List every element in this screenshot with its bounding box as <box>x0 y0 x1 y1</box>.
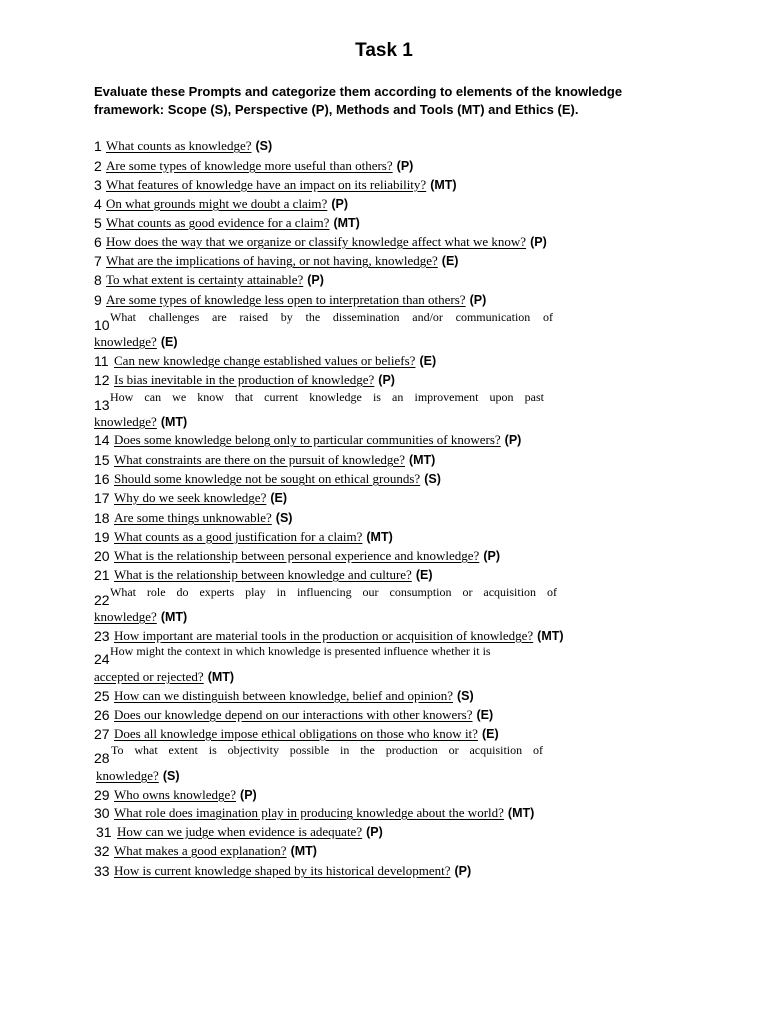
prompt-question: Is bias inevitable in the production of knowledge? (P) <box>114 372 395 387</box>
category-tag: (S) <box>275 511 293 525</box>
prompt-question: How is current knowledge shaped by its historical development? (P) <box>114 863 472 878</box>
prompt-question: Can new knowledge change established values or beliefs? (E) <box>114 353 437 368</box>
category-tag: (E) <box>415 568 433 582</box>
prompt-question: What role does imagination play in producing knowledge about the world? (MT) <box>114 805 535 820</box>
category-tag: (MT) <box>160 610 188 624</box>
instructions-line-2: framework: Scope (S), Perspective (P), Methods and Tools (MT) and Ethics (E). <box>94 102 579 117</box>
prompt-question-line-1: How might the context in which knowledge is presented influence whether it is <box>110 644 491 658</box>
prompt-question-line-1: What challenges are raised by the dissemination and/or communication of <box>110 310 553 324</box>
prompt-number: 26 <box>94 707 110 723</box>
prompt-question: What is the relationship between personal experience and knowledge? (P) <box>114 548 500 563</box>
prompt-number: 29 <box>94 787 110 803</box>
prompt-number: 4 <box>94 196 102 212</box>
prompt-question: How can we distinguish between knowledge, belief and opinion? (S) <box>114 688 474 703</box>
category-tag: (MT) <box>333 216 360 230</box>
prompt-question: How does the way that we organize or classify knowledge affect what we know? (P) <box>106 234 547 249</box>
category-tag: (P) <box>366 825 383 839</box>
category-tag: (MT) <box>160 415 188 429</box>
prompt-number: 9 <box>94 292 102 308</box>
prompt-question: Does some knowledge belong only to particular communities of knowers? (P) <box>114 432 522 447</box>
prompt-question: Are some types of knowledge less open to interpretation than others? (P) <box>106 292 487 307</box>
category-tag: (MT) <box>430 178 457 192</box>
prompt-question: What makes a good explanation? (MT) <box>114 843 317 858</box>
prompt-question-line-2: accepted or rejected? (MT) <box>94 669 235 684</box>
prompt-number: 10 <box>94 317 110 333</box>
prompt-number: 7 <box>94 253 102 269</box>
prompt-number: 20 <box>94 548 110 564</box>
prompt-question: Who owns knowledge? (P) <box>114 787 257 802</box>
category-tag: (P) <box>469 293 487 307</box>
category-tag: (S) <box>162 769 180 783</box>
prompt-question-line-2: knowledge? (MT) <box>94 414 188 429</box>
prompt-question: What features of knowledge have an impact on its reliability? (MT) <box>106 177 457 192</box>
prompt-question: How can we judge when evidence is adequate? (P) <box>117 824 383 839</box>
prompt-question: What are the implications of having, or not having, knowledge? (E) <box>106 253 459 268</box>
prompt-number: 17 <box>94 490 110 506</box>
category-tag: (P) <box>240 788 257 802</box>
prompt-question: Are some things unknowable? (S) <box>114 510 293 525</box>
prompt-number: 23 <box>94 628 110 644</box>
prompt-number: 22 <box>94 592 110 608</box>
prompt-question: Does all knowledge impose ethical obligations on those who know it? (E) <box>114 726 499 741</box>
category-tag: (S) <box>424 472 441 486</box>
category-tag: (E) <box>476 708 494 722</box>
category-tag: (P) <box>396 159 414 173</box>
prompt-number: 33 <box>94 863 110 879</box>
prompt-number: 8 <box>94 272 102 288</box>
prompt-number: 13 <box>94 397 110 413</box>
prompt-number: 19 <box>94 529 110 545</box>
prompt-question-line-1: What role do experts play in influencing our consumption or acquisition of <box>110 585 557 599</box>
category-tag: (MT) <box>366 530 393 544</box>
prompt-number: 16 <box>94 471 110 487</box>
prompt-question: How important are material tools in the production or acquisition of knowledge? (MT) <box>114 628 564 643</box>
prompt-question: Does our knowledge depend on our interactions with other knowers? (E) <box>114 707 494 722</box>
category-tag: (MT) <box>290 844 317 858</box>
prompt-question: What is the relationship between knowledge and culture? (E) <box>114 567 433 582</box>
prompt-number: 27 <box>94 726 110 742</box>
prompt-number: 1 <box>94 138 102 154</box>
prompt-number: 25 <box>94 688 110 704</box>
prompt-question: Why do we seek knowledge? (E) <box>114 490 288 505</box>
prompt-question-line-2: knowledge? (E) <box>94 334 178 349</box>
prompt-question: To what extent is certainty attainable? (P) <box>106 272 324 287</box>
prompt-question-line-1: How can we know that current knowledge is an improvement upon past <box>110 390 544 404</box>
prompt-question: What counts as knowledge? (S) <box>106 138 273 153</box>
prompt-question-line-1: To what extent is objectivity possible in the production or acquisition of <box>111 743 543 757</box>
category-tag: (P) <box>483 549 500 563</box>
prompt-number: 18 <box>94 510 110 526</box>
prompt-number: 3 <box>94 177 102 193</box>
prompt-number: 21 <box>94 567 110 583</box>
prompt-number: 6 <box>94 234 102 250</box>
category-tag: (MT) <box>207 670 235 684</box>
prompt-number: 32 <box>94 843 110 859</box>
prompt-number: 24 <box>94 651 110 667</box>
prompt-question: What constraints are there on the pursuit of knowledge? (MT) <box>114 452 436 467</box>
category-tag: (P) <box>331 197 348 211</box>
category-tag: (P) <box>454 864 472 878</box>
category-tag: (E) <box>270 491 288 505</box>
prompt-number: 5 <box>94 215 102 231</box>
prompt-question-line-2: knowledge? (S) <box>96 768 180 783</box>
category-tag: (MT) <box>408 453 436 467</box>
category-tag: (E) <box>160 335 178 349</box>
category-tag: (MT) <box>537 629 564 643</box>
prompt-question-line-2: knowledge? (MT) <box>94 609 188 624</box>
category-tag: (MT) <box>507 806 535 820</box>
prompt-number: 31 <box>96 824 112 840</box>
prompt-number: 2 <box>94 158 102 174</box>
category-tag: (P) <box>307 273 324 287</box>
prompt-question: What counts as a good justification for a claim? (MT) <box>114 529 393 544</box>
prompt-number: 15 <box>94 452 110 468</box>
prompt-number: 28 <box>94 750 110 766</box>
prompt-question: Are some types of knowledge more useful than others? (P) <box>106 158 414 173</box>
prompt-question: On what grounds might we doubt a claim? (P) <box>106 196 348 211</box>
prompt-number: 30 <box>94 805 110 821</box>
category-tag: (S) <box>457 689 474 703</box>
category-tag: (P) <box>504 433 522 447</box>
category-tag: (E) <box>419 354 437 368</box>
category-tag: (P) <box>378 373 395 387</box>
category-tag: (S) <box>255 139 273 153</box>
prompt-question: What counts as good evidence for a claim? (MT) <box>106 215 360 230</box>
category-tag: (E) <box>481 727 499 741</box>
category-tag: (P) <box>530 235 547 249</box>
page-title: Task 1 <box>355 40 413 61</box>
prompt-number: 11 <box>94 353 109 369</box>
instructions-line-1: Evaluate these Prompts and categorize them according to elements of the knowledge <box>94 84 623 99</box>
prompt-question: Should some knowledge not be sought on ethical grounds? (S) <box>114 471 441 486</box>
prompt-number: 14 <box>94 432 110 448</box>
prompt-number: 12 <box>94 372 110 388</box>
category-tag: (E) <box>441 254 459 268</box>
